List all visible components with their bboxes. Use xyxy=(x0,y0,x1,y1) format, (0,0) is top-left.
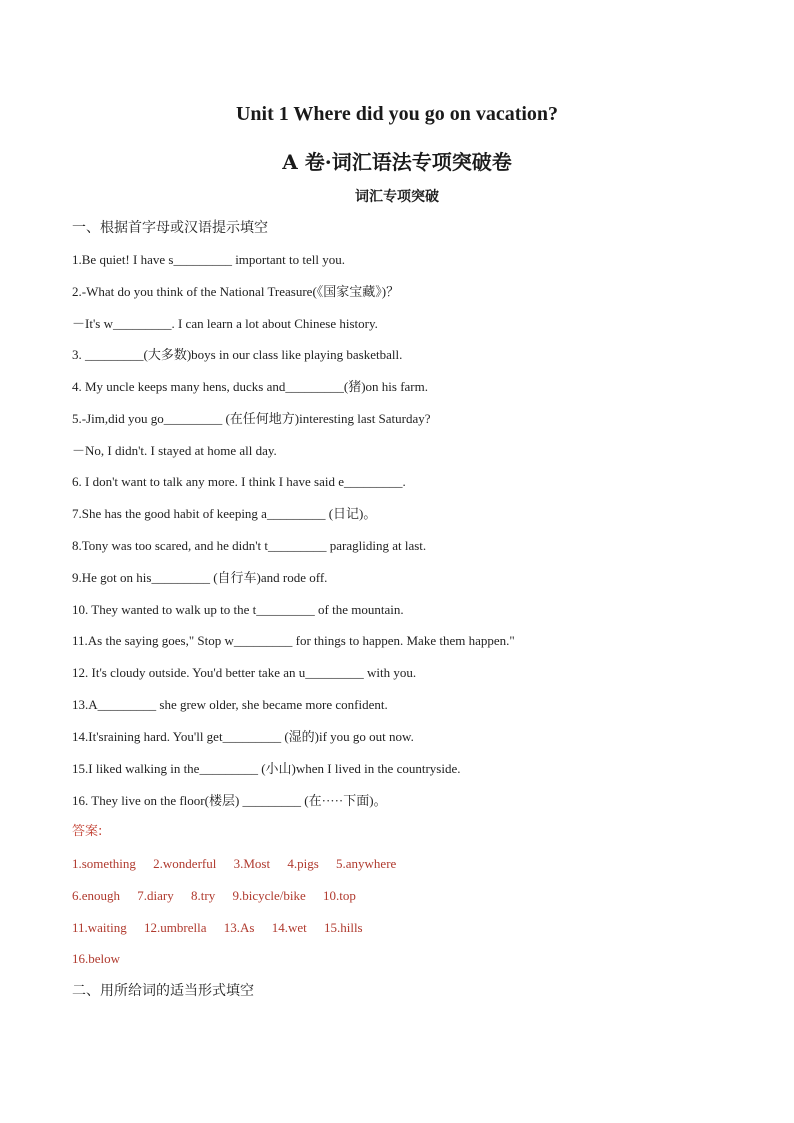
answer-item: 4.pigs xyxy=(287,856,319,871)
answer-row xyxy=(72,855,410,873)
answer-item: 12.umbrella xyxy=(144,920,207,935)
answer-item: 16.below xyxy=(72,951,121,966)
page-title: Unit 1 Where did you go on vacation? xyxy=(235,103,559,125)
question-line: 3. _________(大多数)boys in our class like playing basketball. xyxy=(72,347,403,362)
question-line: 2.-What do you think of the National Treasure(《国家宝藏》)？ xyxy=(72,284,400,299)
answer-item: 10.top xyxy=(322,888,356,903)
question-line: 13.A_________ she grew older, she became more confident. xyxy=(72,697,388,712)
question-line: 5.-Jim,did you go_________ (在任何地方)interesting last Saturday? xyxy=(72,411,431,426)
part2-heading: 二、用所给词的适当形式填空 xyxy=(72,983,254,999)
answer-item: 7.diary xyxy=(137,888,174,903)
answer-item: 3.Most xyxy=(233,856,271,871)
question-line: 1.Be quiet! I have s_________ important to tell you. xyxy=(72,252,345,267)
answer-row xyxy=(72,950,134,968)
question-line: 12. It's cloudy outside. You'd better take an u_________ with you. xyxy=(72,665,417,680)
part1-heading: 一、根据首字母或汉语提示填空 xyxy=(72,220,268,236)
answer-item: 9.bicycle/bike xyxy=(232,888,306,903)
question-line: －It's w_________. I can learn a lot about Chinese history. xyxy=(72,316,378,331)
answer-item: 6.enough xyxy=(72,888,121,903)
answer-item: 5.anywhere xyxy=(336,856,397,871)
answer-item: 13.As xyxy=(223,920,255,935)
answer-item: 8.try xyxy=(191,888,216,903)
question-line: 10. They wanted to walk up to the t_________ of the mountain. xyxy=(72,602,404,617)
question-line: 16. They live on the floor(楼层) _________ (在·····下面)。 xyxy=(72,793,387,808)
question-line: 11.As the saying goes," Stop w_________ for things to happen. Make them happen." xyxy=(72,633,515,648)
question-line: 8.Tony was too scared, and he didn't t_________ paragliding at last. xyxy=(72,538,427,553)
question-line: 15.I liked walking in the_________ (小山)when I lived in the countryside. xyxy=(72,761,461,776)
page-subtitle: A 卷·词汇语法专项突破卷 xyxy=(282,150,512,174)
answer-row xyxy=(72,919,377,937)
answer-item: 1.something xyxy=(72,856,136,871)
answer-item: 15.hills xyxy=(323,920,363,935)
answer-row xyxy=(72,887,370,905)
question-line: 6. I don't want to talk any more. I think I have said e_________. xyxy=(72,474,406,489)
question-line: 4. My uncle keeps many hens, ducks and_________(猪)on his farm. xyxy=(72,379,428,394)
section-title: 词汇专项突破 xyxy=(355,189,439,205)
question-line: －No, I didn't. I stayed at home all day. xyxy=(72,443,277,458)
question-line: 14.It'sraining hard. You'll get_________ (湿的)if you go out now. xyxy=(72,729,414,744)
answer-item: 11.waiting xyxy=(72,920,127,935)
question-line: 9.He got on his_________ (自行车)and rode off. xyxy=(72,570,328,585)
answer-item: 14.wet xyxy=(271,920,307,935)
answer-item: 2.wonderful xyxy=(153,856,217,871)
question-line: 7.She has the good habit of keeping a_________ (日记)。 xyxy=(72,506,377,521)
answers-label: 答案: xyxy=(72,824,103,839)
